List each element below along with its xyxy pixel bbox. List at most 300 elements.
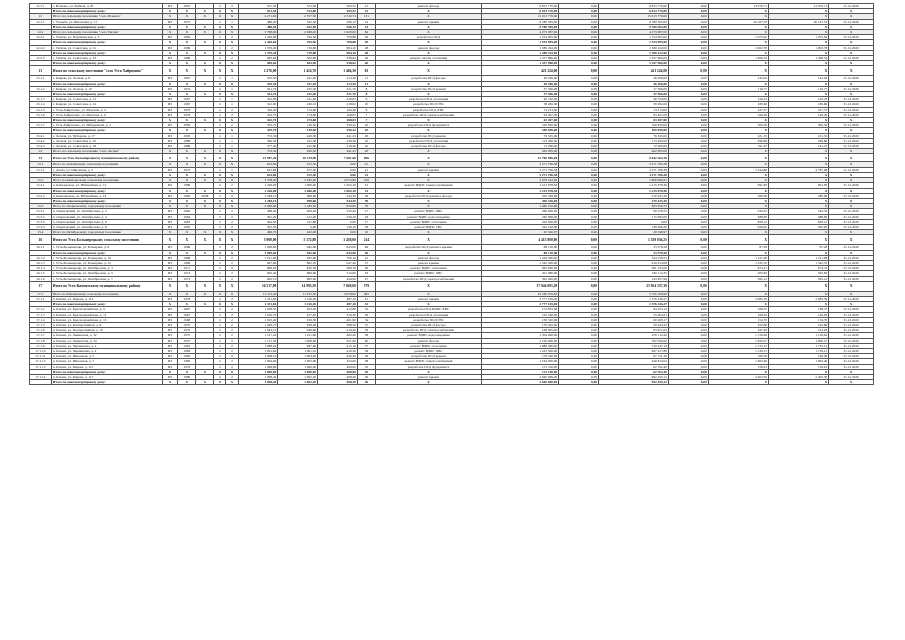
unit-cost-cell: 126,23	[708, 97, 768, 102]
planned-date-cell: 31.12.2020	[829, 364, 874, 369]
wall-material-cell: ИЗ	[162, 107, 178, 112]
wall-material-cell: X	[162, 149, 178, 154]
row-number: 13.1.3	[30, 97, 52, 102]
residents-cell: 30	[357, 266, 375, 271]
build-year-cell: 1973	[178, 276, 196, 281]
entrances-cell: X	[226, 235, 238, 245]
entrances-cell: X	[226, 24, 238, 29]
floors-cell: 2	[214, 107, 226, 112]
living-area-cell: 942,60	[278, 250, 318, 255]
row-number: 17.1.3	[30, 312, 52, 317]
subtotal-row	[30, 380, 874, 385]
budget-cost-cell: 270 425,30	[598, 193, 668, 198]
wall-material-cell: ИЗ	[162, 167, 178, 172]
owned-area-cell: 643,00	[318, 245, 358, 250]
address-cell: п. Ключи, ул. Школьная, д. 7	[51, 359, 162, 364]
budget-cost-cell: 421 224,00	[598, 66, 668, 76]
work-type-cell: ремонт ВДИС ХВС	[375, 348, 481, 353]
address-cell: Итого по многоквартирному дому:	[51, 118, 162, 123]
address-cell: п. Озерновский, ул. Октябрьская, д. 8	[51, 224, 162, 229]
residents-cell: 10	[357, 128, 375, 133]
living-area-cell: 225,30	[278, 138, 318, 143]
total-area-cell: 1 426,60	[238, 40, 278, 45]
build-year-cell: 1989	[178, 138, 196, 143]
limit-cost-cell: 280,69	[768, 193, 828, 198]
planned-date-cell: X	[829, 172, 874, 177]
entrances-cell: 2	[226, 328, 238, 333]
wall-material-cell: ИЗ	[162, 338, 178, 343]
build-year-cell: X	[178, 14, 196, 19]
residents-cell: 41	[357, 255, 375, 260]
reconstruction-year-cell: X	[196, 81, 214, 86]
planned-date-cell: X	[829, 81, 874, 86]
address-cell: с. Усть-Хайрюзово, ул. Морская, д. 6	[51, 112, 162, 117]
floors-cell: X	[214, 118, 226, 123]
unit-cost-cell: X	[708, 149, 768, 154]
budget-cost-cell: 23 954 337,39	[598, 281, 668, 291]
fund-cost-cell: 0,00	[559, 188, 599, 193]
address-cell: с. Усть-Хайрюзово, ул. Набережная, д. 2	[51, 123, 162, 128]
planned-date-cell: X	[829, 369, 874, 374]
address-cell: Итого по Кавалерскому сельскому поселению	[51, 178, 162, 183]
row-number: 17.1.1	[30, 296, 52, 301]
work-type-cell: разработка ПСД фасада	[375, 322, 481, 327]
work-type-cell: ремонт ВДИС электроснабжения	[375, 183, 481, 188]
limit-cost-cell: 227,37	[768, 107, 828, 112]
entrances-cell: 1	[226, 76, 238, 81]
work-type-cell: X	[375, 30, 481, 35]
floors-cell: 2	[214, 97, 226, 102]
limit-cost-cell: 2 403,50	[768, 375, 828, 380]
fund-cost-cell: 0,00	[559, 19, 599, 24]
fund-cost-cell: 0,00	[559, 375, 599, 380]
wall-material-cell: X	[162, 40, 178, 45]
entrances-cell: 2	[226, 209, 238, 214]
total-area-cell: 1 248,10	[238, 198, 278, 203]
fund-cost-cell: 0,00	[559, 30, 599, 35]
unit-cost-cell: 1 406,33	[708, 56, 768, 61]
total-area-cell: 489,40	[238, 209, 278, 214]
address-cell: Итого по Усть-Большерецкому сельскому поселению	[51, 235, 162, 245]
total-area-cell: 992,10	[238, 276, 278, 281]
fund-cost-cell: 0,00	[559, 224, 599, 229]
owner-cost-cell: 0,00	[668, 317, 708, 322]
limit-cost-cell: 488,60	[768, 214, 828, 219]
owner-cost-cell: 0,00	[668, 35, 708, 40]
total-area-cell: 335,70	[238, 123, 278, 128]
reconstruction-year-cell: X	[196, 250, 214, 255]
residents-cell: 39	[357, 348, 375, 353]
unit-cost-cell: 1 733,13	[708, 343, 768, 348]
planned-date-cell: X	[829, 250, 874, 255]
row-number: 13.4.1	[30, 133, 52, 138]
build-year-cell: 1975	[178, 338, 196, 343]
budget-cost-cell: 67 511,30	[598, 354, 668, 359]
budget-cost-cell: 148 696,20	[598, 224, 668, 229]
row-number: 16.1.5	[30, 271, 52, 276]
planned-date-cell: 31.12.2020	[829, 260, 874, 265]
fund-cost-cell: 0,00	[559, 250, 599, 255]
owned-area-cell: 489,70	[318, 266, 358, 271]
owner-cost-cell: 0,00	[668, 328, 708, 333]
residents-cell: 17	[357, 219, 375, 224]
address-cell: с. Тигиль, ул. Советская, д. 21	[51, 45, 162, 50]
reconstruction-year-cell: X	[196, 172, 214, 177]
living-area-cell: 968,60	[278, 198, 318, 203]
limit-cost-cell: X	[768, 92, 828, 97]
total-area-cell: 1 376,40	[238, 45, 278, 50]
budget-cost-cell: 1 534 905,00	[598, 40, 668, 45]
entrances-cell: X	[226, 92, 238, 97]
build-year-cell: 1974	[178, 86, 196, 91]
build-year-cell: X	[178, 30, 196, 35]
planned-date-cell: 31.12.2020	[829, 348, 874, 353]
floors-cell: X	[214, 66, 226, 76]
budget-cost-cell: 37 566,00	[598, 86, 668, 91]
unit-cost-cell: 227,37	[708, 107, 768, 112]
owner-cost-cell: 0,00	[668, 260, 708, 265]
entrances-cell: X	[226, 30, 238, 35]
entrances-cell: 2	[226, 193, 238, 198]
build-year-cell: 1975	[178, 19, 196, 24]
owned-area-cell: 684,10	[318, 50, 358, 55]
entrances-cell: X	[226, 281, 238, 291]
entrances-cell: 2	[226, 317, 238, 322]
build-year-cell: X	[178, 178, 196, 183]
wall-material-cell: ИЗ	[162, 123, 178, 128]
planned-date-cell: 31.12.2020	[829, 354, 874, 359]
row-number: 15.4	[30, 230, 52, 235]
floors-cell: 2	[214, 144, 226, 149]
owned-area-cell: 419,20	[318, 328, 358, 333]
planned-date-cell: X	[829, 291, 874, 296]
address-cell: с. Лесная, ул. Советская, д. 18	[51, 144, 162, 149]
wall-material-cell: ИЗ	[162, 255, 178, 260]
residents-cell: 16	[357, 230, 375, 235]
wall-material-cell: ИЗ	[162, 375, 178, 380]
budget-cost-cell: 64 223,14	[598, 307, 668, 312]
work-type-cell: ремонт крыши	[375, 19, 481, 24]
residents-cell: 33	[357, 271, 375, 276]
total-cost-cell: 1 357 960,00	[482, 56, 559, 61]
address-cell: п. Ключи, ул. Чернышова, д. 4	[51, 348, 162, 353]
address-cell: Итого по многоквартирному дому:	[51, 24, 162, 29]
total-area-cell: 1 011,90	[238, 255, 278, 260]
total-area-cell: 4 271,60	[238, 14, 278, 19]
living-area-cell: 130,50	[278, 123, 318, 128]
residents-cell: 35	[357, 307, 375, 312]
owner-cost-cell: 0,00	[668, 312, 708, 317]
row-number: 15.2	[30, 178, 52, 183]
residents-cell: 37	[357, 322, 375, 327]
total-cost-cell: 168 905,00	[482, 328, 559, 333]
owned-area-cell: 376,30	[318, 312, 358, 317]
build-year-cell: X	[178, 24, 196, 29]
living-area-cell: 1 003,00	[278, 359, 318, 364]
unit-cost-cell: X	[708, 172, 768, 177]
address-cell: п. Ключи, ул. Ленинская, д. 34	[51, 338, 162, 343]
owner-cost-cell: 0,00	[668, 364, 708, 369]
living-area-cell: 997,60	[278, 343, 318, 348]
owner-cost-cell: 0,00	[668, 302, 708, 307]
total-area-cell: 1 226,00	[238, 183, 278, 188]
row-number: 15.3.1	[30, 209, 52, 214]
total-area-cell: 753,30	[238, 149, 278, 154]
build-year-cell: 1967	[178, 102, 196, 107]
entrances-cell: 2	[226, 260, 238, 265]
owned-area-cell: 0,00	[318, 167, 358, 172]
living-area-cell: 945,00	[278, 255, 318, 260]
owned-area-cell: 684,10	[318, 45, 358, 50]
living-area-cell: 1 001,10	[278, 348, 318, 353]
address-cell: с. Ковран, ул. Лесная, д. 8	[51, 76, 162, 81]
wall-material-cell: ИЗ	[162, 343, 178, 348]
living-area-cell: 1 414,70	[278, 66, 318, 76]
address-cell: п. Ключи, ул. Школьная, д. 5	[51, 354, 162, 359]
planned-date-cell: X	[829, 128, 874, 133]
build-year-cell: X	[178, 81, 196, 86]
build-year-cell: X	[178, 250, 196, 255]
total-area-cell: 494,50	[238, 219, 278, 224]
planned-date-cell: X	[829, 50, 874, 55]
fund-cost-cell: 0,00	[559, 354, 599, 359]
total-cost-cell: 58 282,00	[482, 102, 559, 107]
floors-cell: X	[214, 30, 226, 35]
fund-cost-cell: 0,00	[559, 86, 599, 91]
floors-cell: 2	[214, 271, 226, 276]
wall-material-cell: X	[162, 9, 178, 14]
section-total-row	[30, 235, 874, 245]
entrances-cell: X	[226, 291, 238, 296]
wall-material-cell: X	[162, 235, 178, 245]
limit-cost-cell: X	[768, 24, 828, 29]
floors-cell: 2	[214, 214, 226, 219]
total-cost-cell: 1 164 000,00	[482, 359, 559, 364]
wall-material-cell: ИЗ	[162, 56, 178, 61]
total-area-cell: 1 098,40	[238, 375, 278, 380]
owner-cost-cell: 0,00	[668, 9, 708, 14]
wall-material-cell: ИЗ	[162, 333, 178, 338]
unit-cost-cell: 991,83	[708, 183, 768, 188]
budget-cost-cell: 100 830,00	[598, 123, 668, 128]
address-cell: п. Ключи, ул. Чернышова, д. 2	[51, 343, 162, 348]
entrances-cell: 2	[226, 359, 238, 364]
build-year-cell: X	[178, 61, 196, 66]
living-area-cell: 2 707,50	[278, 14, 318, 19]
budget-cost-cell: 270 425,30	[598, 198, 668, 203]
owner-cost-cell: 0,00	[668, 255, 708, 260]
work-type-cell: ремонт ВДИС отопления	[375, 343, 481, 348]
owned-area-cell: 1 004,10	[318, 188, 358, 193]
owned-area-cell: 487,10	[318, 296, 358, 301]
planned-date-cell: X	[829, 198, 874, 203]
limit-cost-cell: X	[768, 61, 828, 66]
address-cell: п. Ключи, ул. Кирова, д. 113	[51, 296, 162, 301]
total-cost-cell: 350 326,60	[482, 193, 559, 198]
living-area-cell: 472,30	[278, 167, 318, 172]
row-number: 12.2.3	[30, 56, 52, 61]
entrances-cell: X	[226, 204, 238, 209]
address-cell: с. Лесная, ул. Советская, д. 16	[51, 138, 162, 143]
reconstruction-year-cell: X	[196, 235, 214, 245]
reconstruction-year-cell: X	[196, 281, 214, 291]
owned-area-cell: 408,20	[318, 375, 358, 380]
address-cell: п. Ключи, ул. Красноармейская, д. 9	[51, 307, 162, 312]
budget-cost-cell: 6 813 770,00	[598, 4, 668, 9]
row-number: 13.1.5	[30, 107, 52, 112]
limit-cost-cell: 156,91	[768, 364, 828, 369]
budget-cost-cell: 1 215 978,36	[598, 183, 668, 188]
unit-cost-cell: X	[708, 235, 768, 245]
work-type-cell: ремонт ВДИС электроснабжения	[375, 359, 481, 364]
reconstruction-year-cell: X	[196, 204, 214, 209]
unit-cost-cell: 160,59	[708, 354, 768, 359]
build-year-cell: 1967	[178, 76, 196, 81]
row-number: 15.3.4	[30, 224, 52, 229]
floors-cell: X	[214, 235, 226, 245]
total-area-cell: 1 131,30	[238, 338, 278, 343]
limit-cost-cell: 920,02	[768, 224, 828, 229]
floors-cell: 2	[214, 338, 226, 343]
limit-cost-cell: 13 070,71	[768, 4, 828, 9]
build-year-cell: 1979	[178, 364, 196, 369]
owned-area-cell: 1 004,10	[318, 183, 358, 188]
entrances-cell: X	[226, 178, 238, 183]
total-cost-cell: 2 079 242,69	[482, 178, 559, 183]
address-cell: Итого по многоквартирному дому:	[51, 128, 162, 133]
wall-material-cell: X	[162, 118, 178, 123]
fund-cost-cell: 0,00	[559, 312, 599, 317]
limit-cost-cell: X	[768, 204, 828, 209]
owner-cost-cell: 0,00	[668, 359, 708, 364]
fund-cost-cell: 0,00	[559, 24, 599, 29]
budget-cost-cell: 113 490,00	[598, 138, 668, 143]
owner-cost-cell: 0,00	[668, 133, 708, 138]
residents-cell: 38	[357, 333, 375, 338]
budget-cost-cell: 1 357 960,00	[598, 56, 668, 61]
total-cost-cell: 421 224,00	[482, 66, 559, 76]
owned-area-cell: 643,00	[318, 250, 358, 255]
fund-cost-cell: 0,00	[559, 245, 599, 250]
residents-cell: 109	[357, 178, 375, 183]
row-number: 13.4.3	[30, 144, 52, 149]
unit-cost-cell: 160,63	[708, 312, 768, 317]
floors-cell: X	[214, 154, 226, 162]
living-area-cell: 409,40	[278, 209, 318, 214]
owner-cost-cell: 0,00	[668, 138, 708, 143]
living-area-cell: 1 006,40	[278, 188, 318, 193]
living-area-cell: 5 172,80	[278, 235, 318, 245]
living-area-cell: 313,00	[278, 4, 318, 9]
address-cell: с. Усадьба, ул. Школьная, д. 17	[51, 19, 162, 24]
living-area-cell: 563,90	[278, 61, 318, 66]
build-year-cell: X	[178, 154, 196, 162]
unit-cost-cell: X	[708, 66, 768, 76]
address-cell: Итого по Апачинскому сельскому поселению	[51, 162, 162, 167]
owned-area-cell: 487,10	[318, 302, 358, 307]
row-number: 13.1.6	[30, 112, 52, 117]
fund-cost-cell: 0,00	[559, 66, 599, 76]
row-number: 17.1.13	[30, 364, 52, 369]
limit-cost-cell: 160,63	[768, 312, 828, 317]
total-cost-cell: 63 407,00	[482, 118, 559, 123]
unit-cost-cell: 505,82	[708, 271, 768, 276]
reconstruction-year-cell: X	[196, 118, 214, 123]
residents-cell: 37	[357, 343, 375, 348]
build-year-cell: X	[178, 198, 196, 203]
limit-cost-cell: 161,93	[768, 328, 828, 333]
budget-cost-cell: 62 762,40	[598, 364, 668, 369]
total-area-cell: 2 066,60	[238, 204, 278, 209]
build-year-cell: 1966	[178, 245, 196, 250]
total-cost-cell: 1 215 978,36	[482, 183, 559, 188]
budget-cost-cell: 281 233,00	[598, 266, 668, 271]
total-area-cell: 1 098,10	[238, 354, 278, 359]
work-type-cell: X	[375, 230, 481, 235]
work-type-cell: разработка ПСД фундамента	[375, 123, 481, 128]
reconstruction-year-cell: X	[196, 61, 214, 66]
total-area-cell: 1 038,50	[238, 307, 278, 312]
reconstruction-year-cell: X	[196, 149, 214, 154]
entrances-cell: X	[226, 198, 238, 203]
total-area-cell: 325,30	[238, 76, 278, 81]
limit-cost-cell: X	[768, 230, 828, 235]
address-cell: с. Усть-Хайрюзово, ул. Морская, д. 4	[51, 107, 162, 112]
work-type-cell: ремонт систем отопления	[375, 56, 481, 61]
wall-material-cell: ИЗ	[162, 144, 178, 149]
limit-cost-cell: 126,23	[768, 97, 828, 102]
limit-cost-cell: 1 075,92	[768, 35, 828, 40]
entrances-cell: X	[226, 9, 238, 14]
planned-date-cell: 31.12.2020	[829, 19, 874, 24]
floors-cell: X	[214, 369, 226, 374]
build-year-cell: 1979	[178, 107, 196, 112]
address-cell: Итого по многоквартирному дому:	[51, 188, 162, 193]
budget-cost-cell: 1 559 836,25	[598, 235, 668, 245]
wall-material-cell: ИЗ	[162, 364, 178, 369]
owned-area-cell: 168,03	[318, 118, 358, 123]
budget-cost-cell: 59 244,33	[598, 322, 668, 327]
unit-cost-cell: X	[708, 302, 768, 307]
living-area-cell: 232,30	[278, 92, 318, 97]
wall-material-cell: X	[162, 178, 178, 183]
build-year-cell: 1983	[178, 123, 196, 128]
build-year-cell: 1965	[178, 224, 196, 229]
owner-cost-cell: 0,00	[668, 14, 708, 19]
limit-cost-cell: X	[768, 198, 828, 203]
total-area-cell: 321,70	[238, 92, 278, 97]
living-area-cell: 563,90	[278, 56, 318, 61]
address-cell: с. Усть-Большерецк, ул. Октябрьская, д. 5	[51, 271, 162, 276]
owned-area-cell: 0,00	[318, 172, 358, 177]
total-area-cell: 992,40	[238, 271, 278, 276]
wall-material-cell: X	[162, 291, 178, 296]
unit-cost-cell: 156,91	[708, 364, 768, 369]
budget-cost-cell: 992 450,12	[598, 380, 668, 385]
fund-cost-cell: 0,00	[559, 281, 599, 291]
budget-cost-cell: 33 578,28	[598, 250, 668, 255]
planned-date-cell: 31.12.2020	[829, 123, 874, 128]
address-cell: Итого по многоквартирному дому:	[51, 172, 162, 177]
residents-cell: 39	[357, 328, 375, 333]
living-area-cell: 1 011,60	[278, 333, 318, 338]
fund-cost-cell: 0,00	[559, 260, 599, 265]
wall-material-cell: X	[162, 128, 178, 133]
budget-cost-cell: 1 215 978,36	[598, 188, 668, 193]
floors-cell: 2	[214, 76, 226, 81]
planned-date-cell: 31.12.2020	[829, 167, 874, 172]
total-cost-cell: 665 000,00	[482, 266, 559, 271]
